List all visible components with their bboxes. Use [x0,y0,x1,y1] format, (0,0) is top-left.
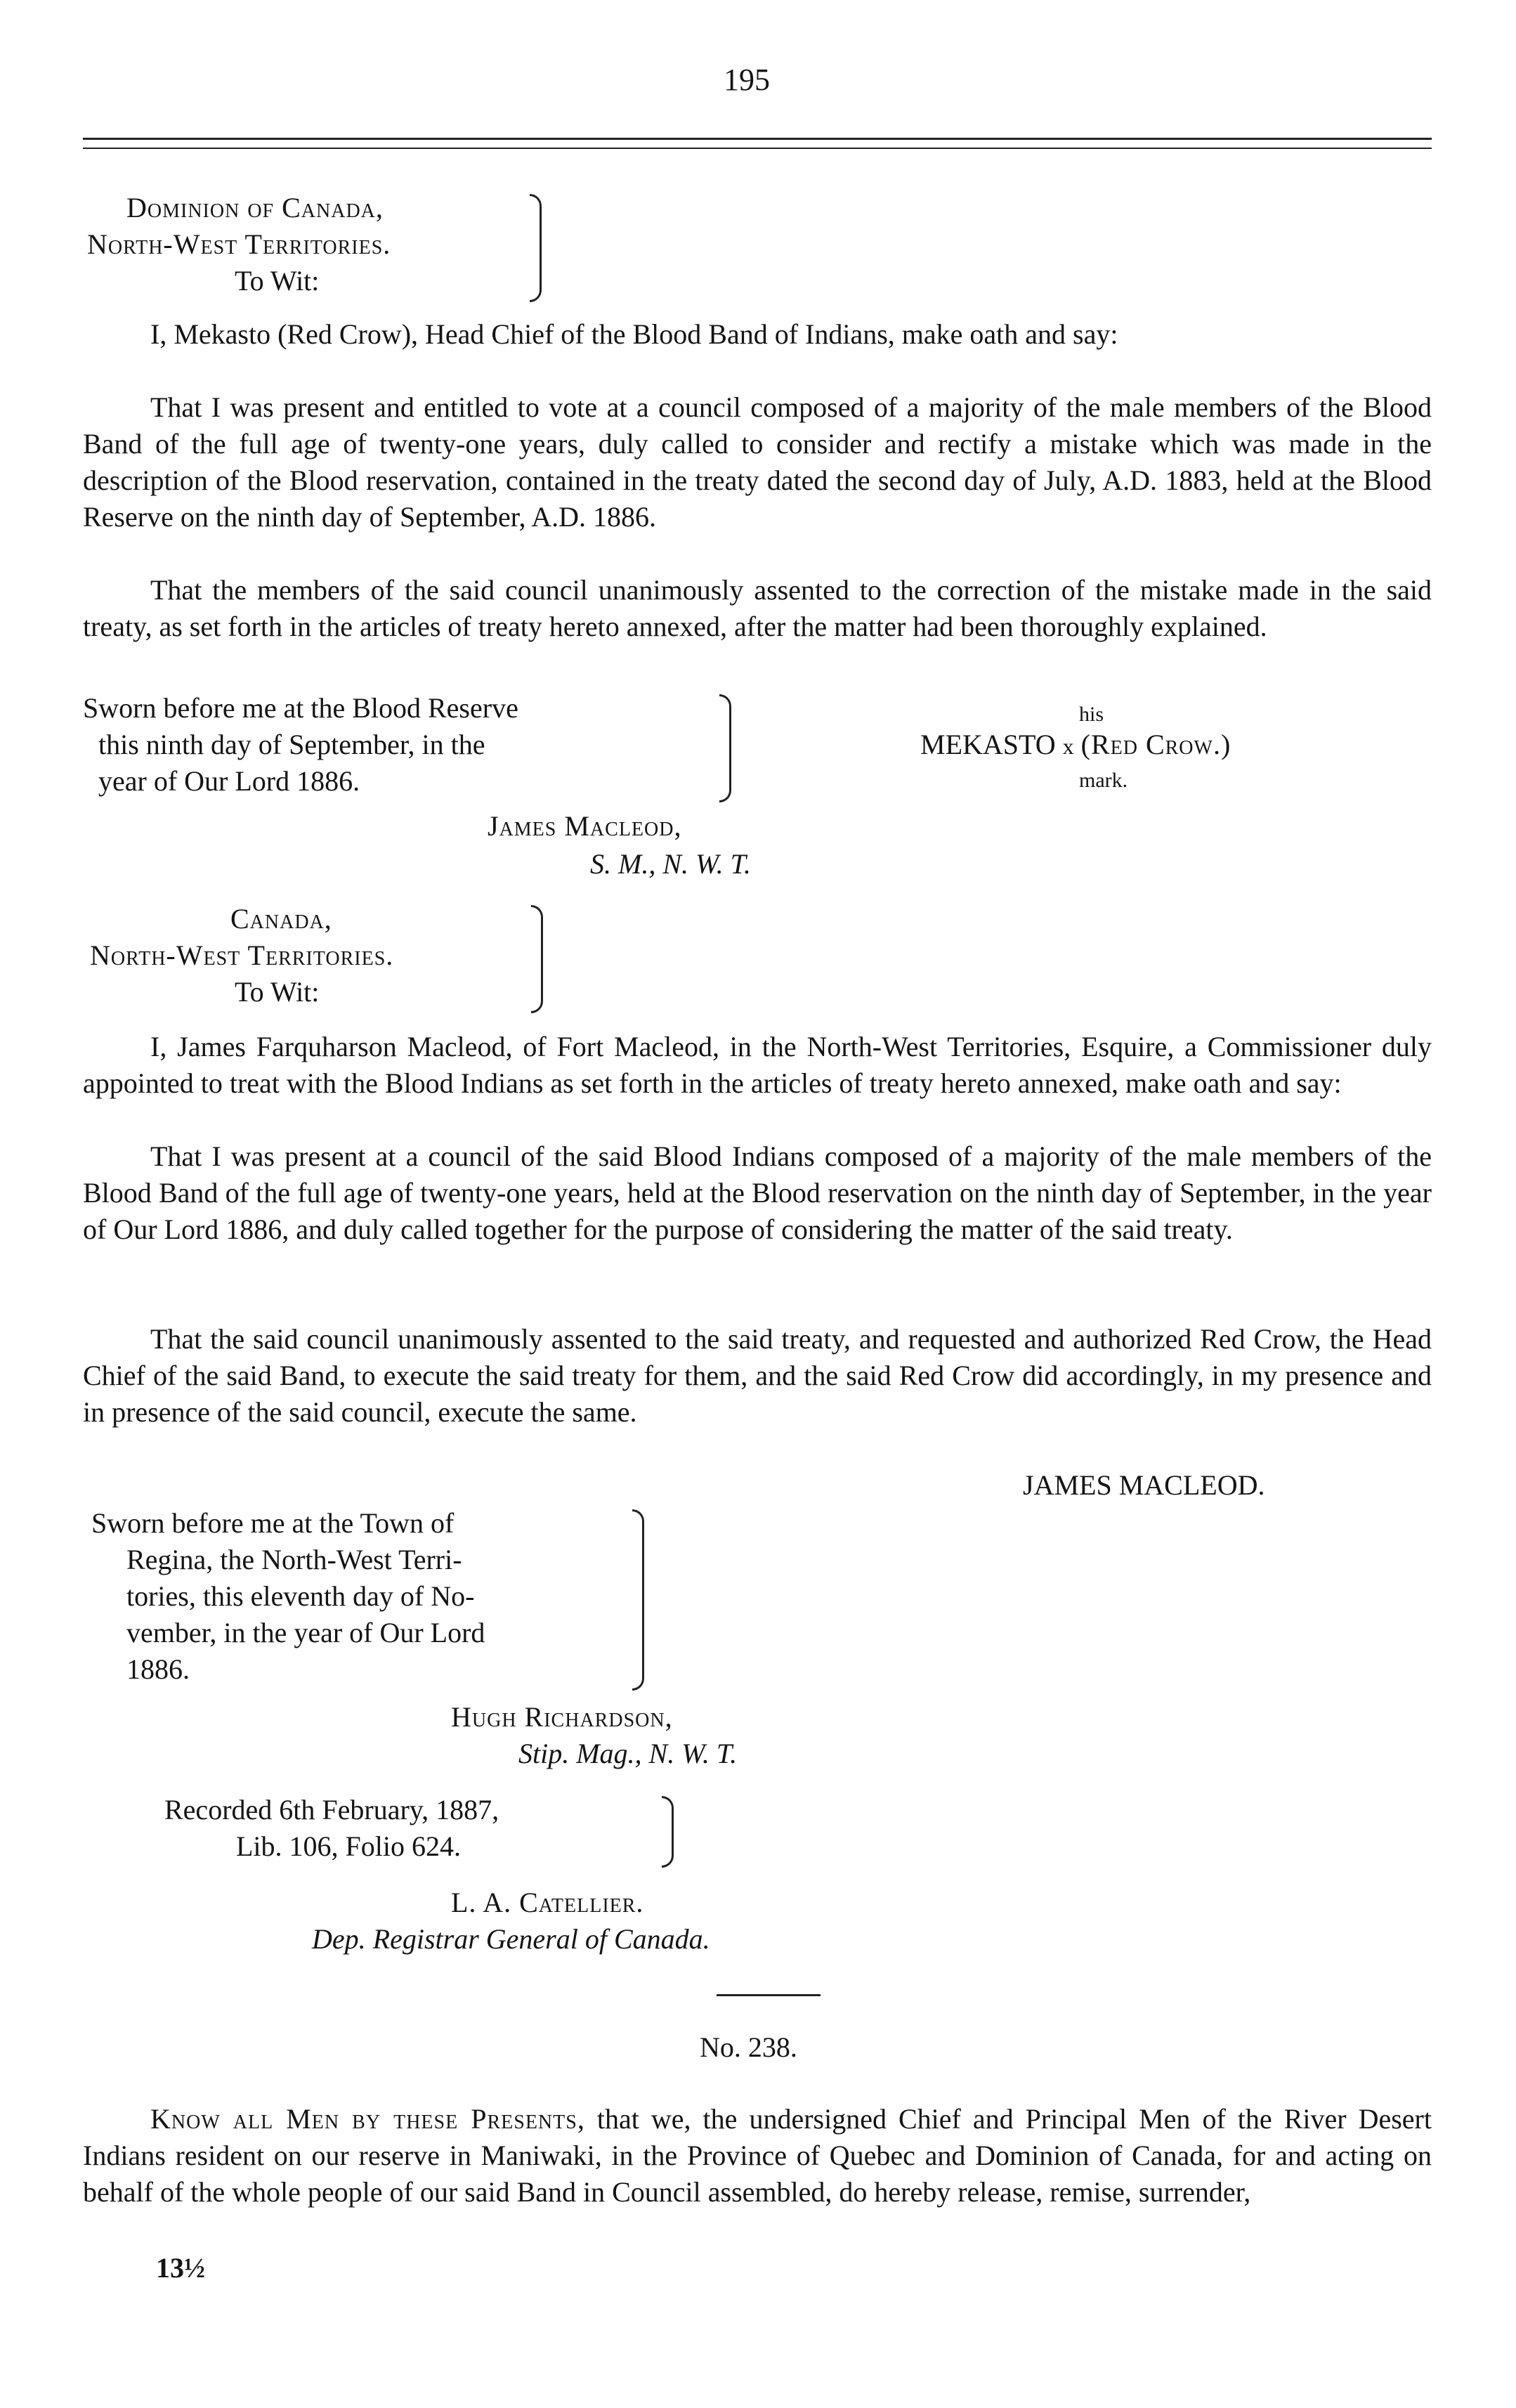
treaty-number: No. 238. [700,2031,797,2063]
jurat2-line5: 1886. [126,1653,190,1685]
venue2-line-to-wit: To Wit: [235,976,320,1008]
jurat1-brace [719,694,731,802]
signature-mekasto [920,727,1231,764]
venue-brace [530,194,542,302]
header-rule-top [83,138,1432,140]
record-line1: Recorded 6th February, 1887, [164,1794,499,1825]
jurat1-line1: Sworn before me at the Blood Reserve [83,692,518,724]
section1-oath-para-council: That I was present and entitled to vote at a council composed of a majority of the male members of the Blood Band of the full age of twenty-one years, duly called to consider and rectify a mistake which was made in the description of the Blood reservation, contained in the treaty dated the second day of July, A.D. 1883, held at the Blood Reserve on the ninth day of September, A.D. 1886. [83,391,1432,533]
venue-line-dominion: Dominion of Canada, [126,192,384,223]
section-separator [717,1994,821,1996]
signature-mark-footer: 13½ [156,2252,205,2284]
jurat2-line3: tories, this eleventh day of No- [126,1580,475,1612]
page-number: 195 [724,63,770,97]
section2-oath-para-assent: That the said council unanimously assented to the said treaty, and requested and authorized Red Crow, the Head Chief of the said Band, to execute the said treaty for them, and the said Red Crow did accordingly, in my presence and in presence of the said council, execute the same. [83,1323,1432,1428]
signature-x-mark: x [1062,734,1074,759]
jurat2-line1: Sworn before me at the Town of [91,1507,455,1539]
treaty-opening-caps: Know all Men by these Presents, [150,2103,585,2135]
jurat2-line2: Regina, the North-West Terri- [126,1544,462,1575]
official1-name: James Macleod, [488,810,682,842]
venue2-line-territories: North-West Territories. [90,939,394,971]
registrar-name: L. A. Catellier. [451,1887,644,1918]
jurat1-line2: this ninth day of September, in the [98,729,485,760]
jurat2-brace [632,1509,644,1691]
section2-oath-para-council: That I was present at a council of the said Blood Indians composed of a majority of the male members of the Blood Band of the full age of twenty-one years, held at the Blood reservation on the ninth day of September, in the year of Our Lord 1886, and duly called together for the purpose of considering the matter of the said treaty. [83,1140,1432,1245]
section2-signature: JAMES MACLEOD. [1023,1469,1265,1501]
signature-red-crow: (Red Crow.) [1080,729,1231,760]
venue-line-to-wit: To Wit: [235,265,320,297]
official1-title: S. M., N. W. T. [590,848,751,880]
section2-oath-intro: I, James Farquharson Macleod, of Fort Macleod, in the North-West Territories, Esquire, a Commissioner duly appointed to treat with the Blood Indians as set forth in the articles of treaty hereto annexed, make oath and say: [83,1031,1432,1099]
venue-line-territories: North-West Territories. [87,228,391,260]
venue2-brace [531,905,543,1013]
record-line2: Lib. 106, Folio 624. [236,1830,462,1862]
venue2-line-canada: Canada, [230,903,332,935]
jurat2-line4: vember, in the year of Our Lord [126,1617,485,1648]
signature-name: MEKASTO [920,729,1056,760]
section1-oath-para-assent: That the members of the said council unanimously assented to the correction of the mistake made in the said treaty, as set forth in the articles of treaty hereto annexed, after the matter had been thoroughly explained. [83,574,1432,642]
treaty-opening-text: that we, the undersigned Chief and Principal Men of the River Desert Indians resident on our reserve in Maniwaki, in the Province of Quebec and Dominion of Canada, for and acting on behalf of the whole people of our said Band in Council assembled, do hereby release, remise, surrender, [83,2103,1432,2208]
signature-mark-label: mark. [1079,769,1128,792]
record-brace [662,1796,674,1868]
header-rule-bottom [83,148,1432,149]
official2-title: Stip. Mag., N. W. T. [518,1738,738,1769]
signature-his: his [1079,703,1104,726]
registrar-title: Dep. Registrar General of Canada. [312,1923,710,1955]
official2-name: Hugh Richardson, [451,1701,673,1733]
section1-oath-intro: I, Mekasto (Red Crow), Head Chief of the Blood Band of Indians, make oath and say: [150,318,1118,350]
jurat1-line3: year of Our Lord 1886. [98,765,360,797]
treaty-opening-paragraph [83,2101,1432,2211]
